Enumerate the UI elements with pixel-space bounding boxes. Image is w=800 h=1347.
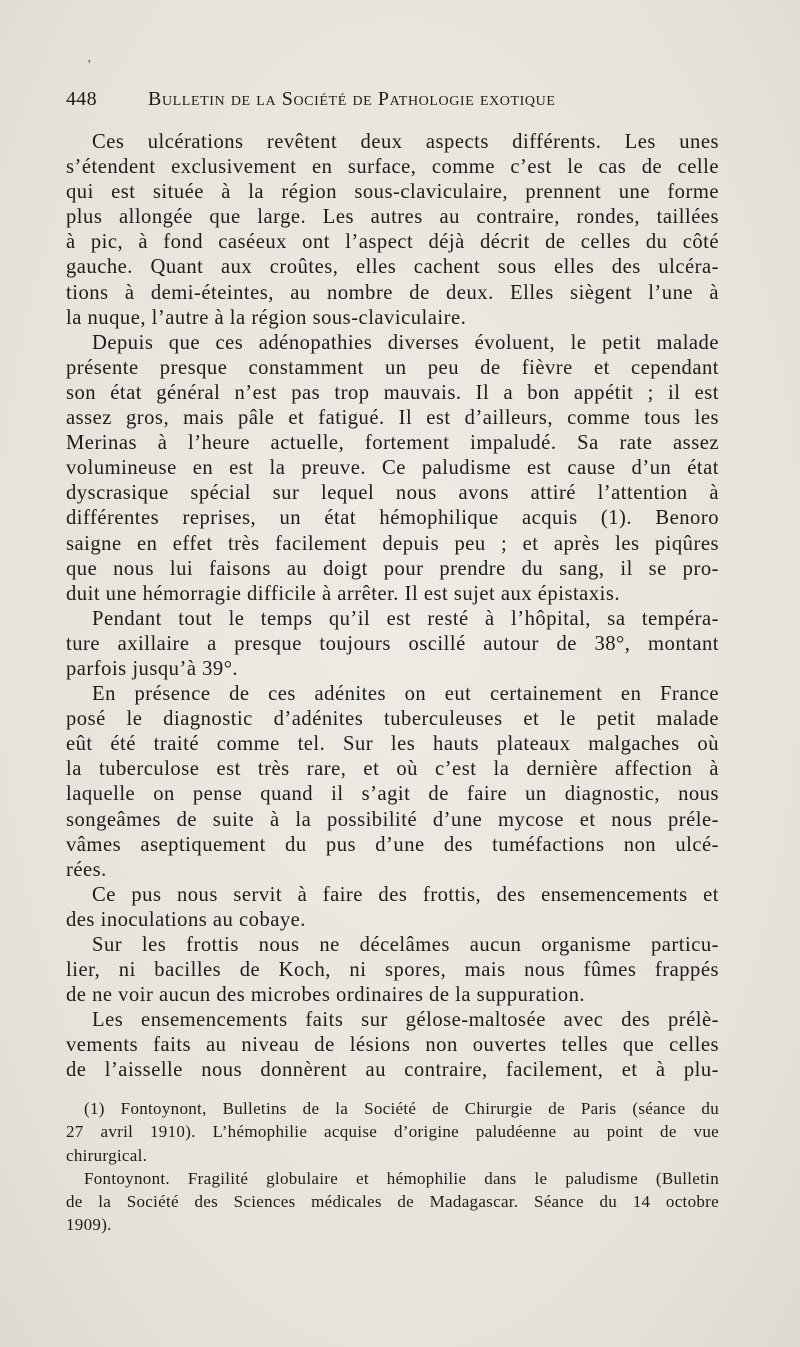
text-line: saigne en effet très facilement depuis peu ; et après les piqûres (66, 532, 719, 555)
text-line: Sur les frottis nous ne décelâmes aucun organisme particu- (92, 934, 719, 956)
text-line: s’étendent exclusivement en surface, comme c’est le cas de celle (66, 156, 719, 179)
text-line: à pic, à fond caséeux ont l’aspect déjà décrit de celles du côté (66, 231, 719, 254)
text-line: la tuberculose est très rare, et où c’est la dernière affection à (66, 758, 719, 781)
text-line: laquelle on pense quand il s’agit de faire un diagnostic, nous (66, 783, 719, 806)
text-line: Les ensemencements faits sur gélose-maltosée avec des prélè- (92, 1009, 719, 1032)
footnote-line: Fontoynont. Fragilité globulaire et hémophilie dans le paludisme (Bulletin (84, 1168, 719, 1188)
text-line: volumineuse en est la preuve. Ce paludisme est cause d’un état (66, 457, 719, 480)
text-line: des inoculations au cobaye. (66, 908, 306, 931)
text-line: lier, ni bacilles de Koch, ni spores, mais nous fûmes frappés (66, 959, 719, 982)
text-line: la nuque, l’autre à la région sous-claviculaire. (66, 306, 467, 329)
page-number: 448 (66, 88, 97, 110)
text-line: rées. (66, 858, 107, 881)
running-head (66, 88, 630, 118)
text-line: plus allongée que large. Les autres au contraire, rondes, taillées (66, 206, 719, 229)
text-line: qui est située à la région sous-claviculaire, prennent une forme (66, 181, 719, 204)
text-line: En présence de ces adénites on eut certainement en France (92, 683, 719, 706)
footnotes (66, 1097, 719, 1237)
text-line: assez gros, mais pâle et fatigué. Il est d’ailleurs, comme tous les (66, 407, 719, 430)
footnote-line: 27 avril 1910). L’hémophilie acquise d’origine paludéenne au point de vue (66, 1122, 719, 1142)
text-line: tions à demi-éteintes, au nombre de deux. Elles siègent l’une à (66, 281, 719, 304)
text-line: différentes reprises, un état hémophilique acquis (1). Benoro (66, 507, 719, 530)
text-line: son état général n’est pas trop mauvais. Il a bon appétit ; il est (66, 381, 719, 404)
text-line: dyscrasique spécial sur lequel nous avons attiré l’attention à (66, 482, 719, 505)
text-line: duit une hémorragie difficile à arrêter. Il est sujet aux épistaxis. (66, 582, 621, 605)
text-line: présente presque constamment un peu de fièvre et cependant (66, 356, 719, 379)
text-line: vements faits au niveau de lésions non ouvertes telles que celles (66, 1034, 719, 1057)
footnote-line: 1909). (66, 1215, 112, 1235)
text-line: Ce pus nous servit à faire des frottis, des ensemencements et (92, 883, 719, 906)
text-line: de ne voir aucun des microbes ordinaires de la suppuration. (66, 984, 586, 1007)
footnote-line: chirurgical. (66, 1145, 148, 1165)
text-line: Depuis que ces adénopathies diverses évoluent, le petit malade (92, 331, 719, 354)
text-line: ture axillaire a presque toujours oscillé autour de 38°, montant (66, 632, 719, 655)
text-line: eût été traité comme tel. Sur les hauts plateaux malgaches où (66, 733, 719, 756)
text-line: Merinas à l’heure actuelle, fortement impaludé. Sa rate assez (66, 432, 719, 455)
text-line: vâmes aseptiquement du pus d’une des tuméfactions non ulcé- (66, 833, 719, 856)
text-line: Ces ulcérations revêtent deux aspects différents. Les unes (92, 131, 719, 153)
footnote-line: (1) Fontoynont, Bulletins de la Société de Chirurgie de Paris (séance du (84, 1099, 719, 1118)
stray-mark: ' (88, 58, 91, 73)
text-line: parfois jusqu’à 39°. (66, 657, 239, 680)
footnote-line: de la Société des Sciences médicales de Madagascar. Séance du 14 octobre (66, 1192, 719, 1212)
text-line: de l’aisselle nous donnèrent au contraire, facilement, et à plu- (66, 1059, 719, 1082)
body-text (66, 130, 719, 1084)
text-line: que nous lui faisons au doigt pour prendre du sang, il se pro- (66, 557, 719, 580)
text-line: posé le diagnostic d’adénites tuberculeuses et le petit malade (66, 708, 719, 731)
text-line: gauche. Quant aux croûtes, elles cachent sous elles des ulcéra- (66, 256, 719, 279)
running-title: Bulletin de la Société de Pathologie exotique (148, 88, 556, 110)
text-line: Pendant tout le temps qu’il est resté à l’hôpital, sa tempéra- (92, 607, 719, 630)
text-line: songeâmes de suite à la possibilité d’une mycose et nous préle- (66, 808, 719, 831)
